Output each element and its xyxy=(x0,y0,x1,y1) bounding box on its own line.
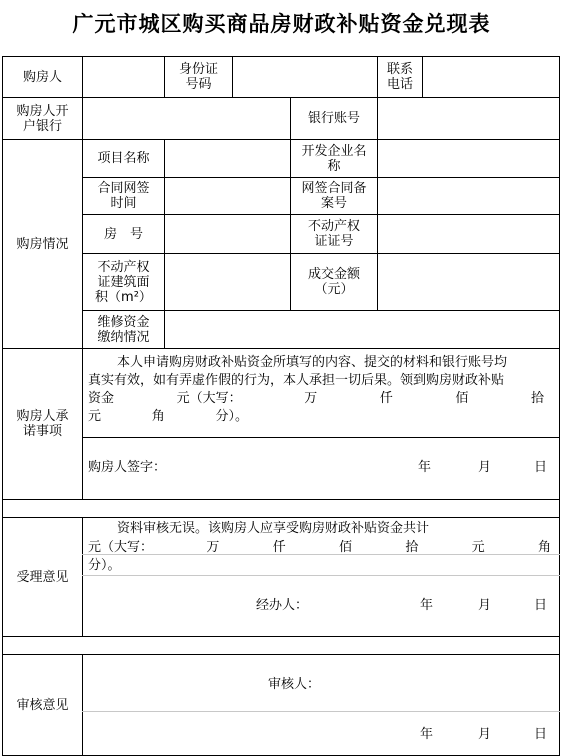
pledge-line-1: 本人申请购房财政补贴资金所填写的内容、提交的材料和银行账号均 xyxy=(117,355,508,370)
label-purchase-info: 购房情况 xyxy=(16,236,69,252)
acceptance-word: 佰 xyxy=(338,540,352,555)
pledge-line-3 xyxy=(88,391,544,408)
label-developer: 开发企业名 称 xyxy=(301,143,367,174)
pledge-word: 角 xyxy=(151,409,165,424)
pledge-line-4 xyxy=(88,409,248,426)
label-phone: 联系 电话 xyxy=(386,62,413,92)
date-year: 年 xyxy=(420,727,434,742)
property-cert-no-field[interactable] xyxy=(378,215,559,253)
label-acceptance-opinion: 受理意见 xyxy=(16,569,69,585)
pledge-word: 佰 xyxy=(455,391,469,406)
date-day: 日 xyxy=(534,598,548,613)
deal-amount-field[interactable] xyxy=(378,254,559,310)
date-month: 月 xyxy=(478,460,492,475)
date-month: 月 xyxy=(478,727,492,742)
acceptance-word: 元（大写： xyxy=(88,540,154,555)
room-no-field[interactable] xyxy=(165,215,290,253)
form-title: 广元市城区购买商品房财政补贴资金兑现表 xyxy=(72,11,491,36)
label-buyer: 购房人 xyxy=(22,69,62,85)
project-name-field[interactable] xyxy=(165,140,290,177)
reviewer-label: 审核人： xyxy=(268,677,321,692)
date-month: 月 xyxy=(478,598,492,613)
bank-field[interactable] xyxy=(83,98,290,139)
developer-field[interactable] xyxy=(378,140,559,177)
label-project-name: 项目名称 xyxy=(97,151,150,166)
acceptance-word: 拾 xyxy=(405,540,419,555)
buyer-signature-label: 购房人签字： xyxy=(88,460,167,475)
label-bank: 购房人开 户银行 xyxy=(16,103,69,134)
acceptance-line-3: 分）。 xyxy=(88,558,121,573)
bank-account-field[interactable] xyxy=(378,98,559,139)
label-property-cert-no: 不动产权 证证号 xyxy=(307,219,360,249)
acceptance-word: 仟 xyxy=(272,540,286,555)
pledge-word: 万 xyxy=(304,391,318,406)
acceptance-word: 元 xyxy=(471,540,485,555)
acceptance-word: 角 xyxy=(537,540,551,555)
buyer-name-field[interactable] xyxy=(83,57,164,97)
label-buyer-pledge: 购房人承 诺事项 xyxy=(16,409,69,439)
acceptance-line-2 xyxy=(88,540,551,557)
label-deal-amount: 成交金额 （元） xyxy=(307,267,360,297)
label-review-opinion: 审核意见 xyxy=(16,697,69,713)
label-contract-record-no: 网签合同备 案号 xyxy=(301,181,367,211)
label-id-number: 身份证 号码 xyxy=(178,62,218,92)
phone-field[interactable] xyxy=(423,57,559,97)
pledge-word: 资金 xyxy=(88,391,115,406)
label-contract-sign-time: 合同网签 时间 xyxy=(97,181,150,211)
pledge-word: 分）。 xyxy=(215,409,248,424)
id-number-field[interactable] xyxy=(233,57,377,97)
contract-record-no-field[interactable] xyxy=(378,178,559,214)
pledge-line-2: 真实有效，如有弄虚作假的行为，本人承担一切后果。领到购房财政补贴 xyxy=(88,373,505,388)
date-year: 年 xyxy=(418,460,432,475)
acceptance-line-1: 资料审核无误。该购房人应享受购房财政补贴资金共计 xyxy=(117,521,430,536)
date-year: 年 xyxy=(420,598,434,613)
contract-sign-time-field[interactable] xyxy=(165,178,290,214)
label-bank-account: 银行账号 xyxy=(307,111,360,126)
handler-label: 经办人： xyxy=(256,598,309,613)
label-building-area: 不动产权 证建筑面 积（m²） xyxy=(95,259,152,305)
date-day: 日 xyxy=(534,727,548,742)
building-area-field[interactable] xyxy=(165,254,290,310)
date-day: 日 xyxy=(534,460,548,475)
pledge-word: 元（大写： xyxy=(176,391,242,406)
pledge-word: 仟 xyxy=(379,391,393,406)
pledge-word: 元 xyxy=(88,409,102,424)
label-room-no: 房 号 xyxy=(103,226,143,242)
pledge-word: 拾 xyxy=(530,391,544,406)
maintenance-fund-field[interactable] xyxy=(165,311,559,348)
label-maintenance-fund: 维修资金 缴纳情况 xyxy=(97,314,150,345)
acceptance-word: 万 xyxy=(206,540,220,555)
